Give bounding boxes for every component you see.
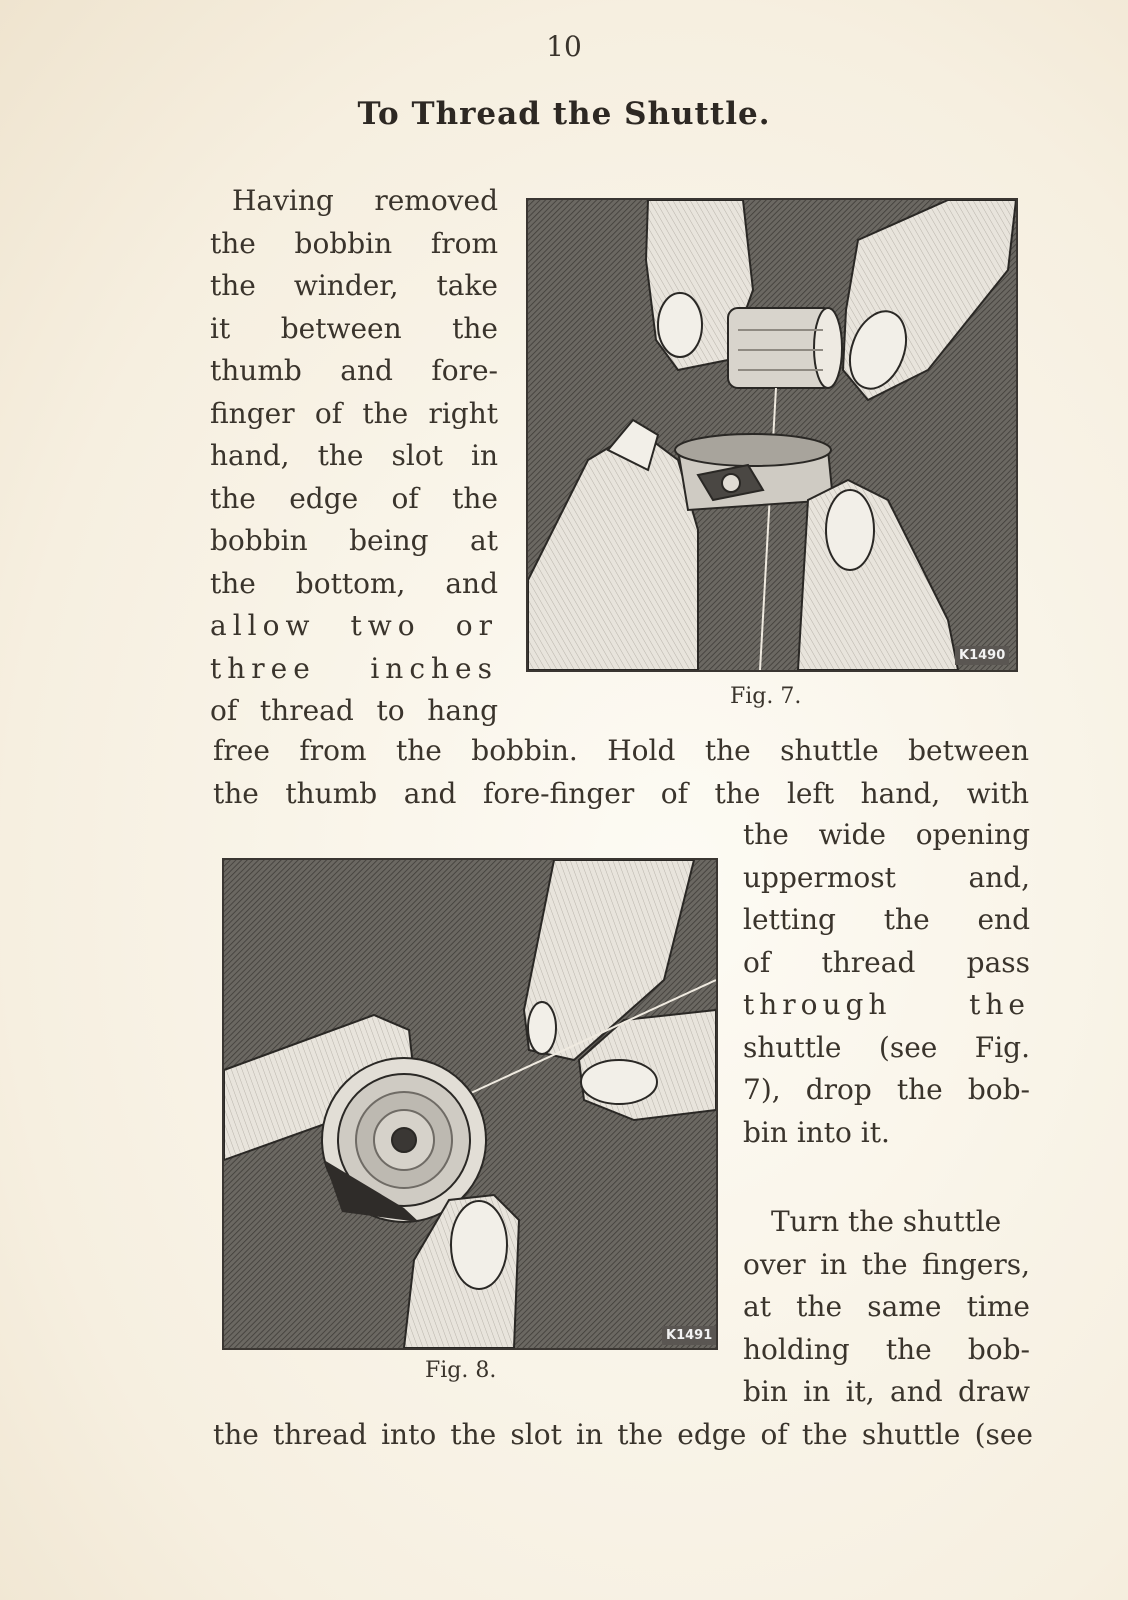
text-line: bobbin being at (210, 524, 498, 557)
figure-8-code: K1491 (662, 1326, 716, 1345)
text-line: thumb and fore- (210, 354, 498, 387)
text-line: the edge of the (210, 481, 498, 515)
figure-7-illustration (526, 198, 1018, 672)
text-line: uppermost and, (743, 860, 1030, 894)
text-line: shuttle (see Fig. (743, 1030, 1030, 1064)
text-line: hand, the slot in (210, 439, 498, 472)
text-line: over in the fingers, (743, 1247, 1030, 1281)
text-line: through the (743, 988, 1030, 1021)
text-line: Turn the shuttle (771, 1205, 1002, 1238)
text-line: of thread pass (743, 945, 1030, 979)
paragraph-block-5 (213, 1414, 1033, 1457)
text-line: bin in it, and draw (743, 1375, 1030, 1408)
text-line: the wide opening (743, 818, 1030, 851)
paragraph-block-4 (743, 1201, 1030, 1414)
text-line: free from the bobbin. Hold the shuttle between (213, 734, 1029, 767)
text-line: letting the end (743, 903, 1030, 936)
text-line: finger of the right (210, 396, 498, 430)
figure-8-illustration (222, 858, 718, 1350)
paragraph-block-3 (743, 814, 1030, 1154)
text-line: of thread to hang (210, 694, 498, 727)
text-line: the thumb and fore-finger of the left hand, with (213, 776, 1029, 810)
text-line: allow two or (210, 609, 498, 642)
text-line: the bobbin from (210, 226, 498, 260)
bobbin-shuttle-engraving (528, 200, 1016, 670)
paragraph-block-2 (213, 730, 1029, 815)
page-number: 10 (546, 30, 582, 63)
section-heading: To Thread the Shuttle. (357, 96, 771, 132)
paragraph-block-1 (210, 180, 498, 733)
figure-8-caption: Fig. 8. (425, 1358, 497, 1383)
figure-7-caption: Fig. 7. (730, 684, 802, 709)
shuttle-threading-engraving (224, 860, 716, 1348)
text-line: bin into it. (743, 1115, 890, 1149)
text-line: holding the bob- (743, 1332, 1030, 1366)
text-line: the winder, take (210, 269, 498, 302)
text-line: three inches (210, 651, 498, 685)
text-line: the bottom, and (210, 566, 498, 600)
text-line: 7), drop the bob- (743, 1073, 1030, 1106)
text-line: at the same time (743, 1290, 1030, 1323)
figure-7-code: K1490 (955, 646, 1009, 665)
text-line: it between the (210, 311, 498, 345)
text-line: Having removed (232, 184, 498, 217)
text-line: the thread into the slot in the edge of the shuttle (see (213, 1418, 1033, 1451)
